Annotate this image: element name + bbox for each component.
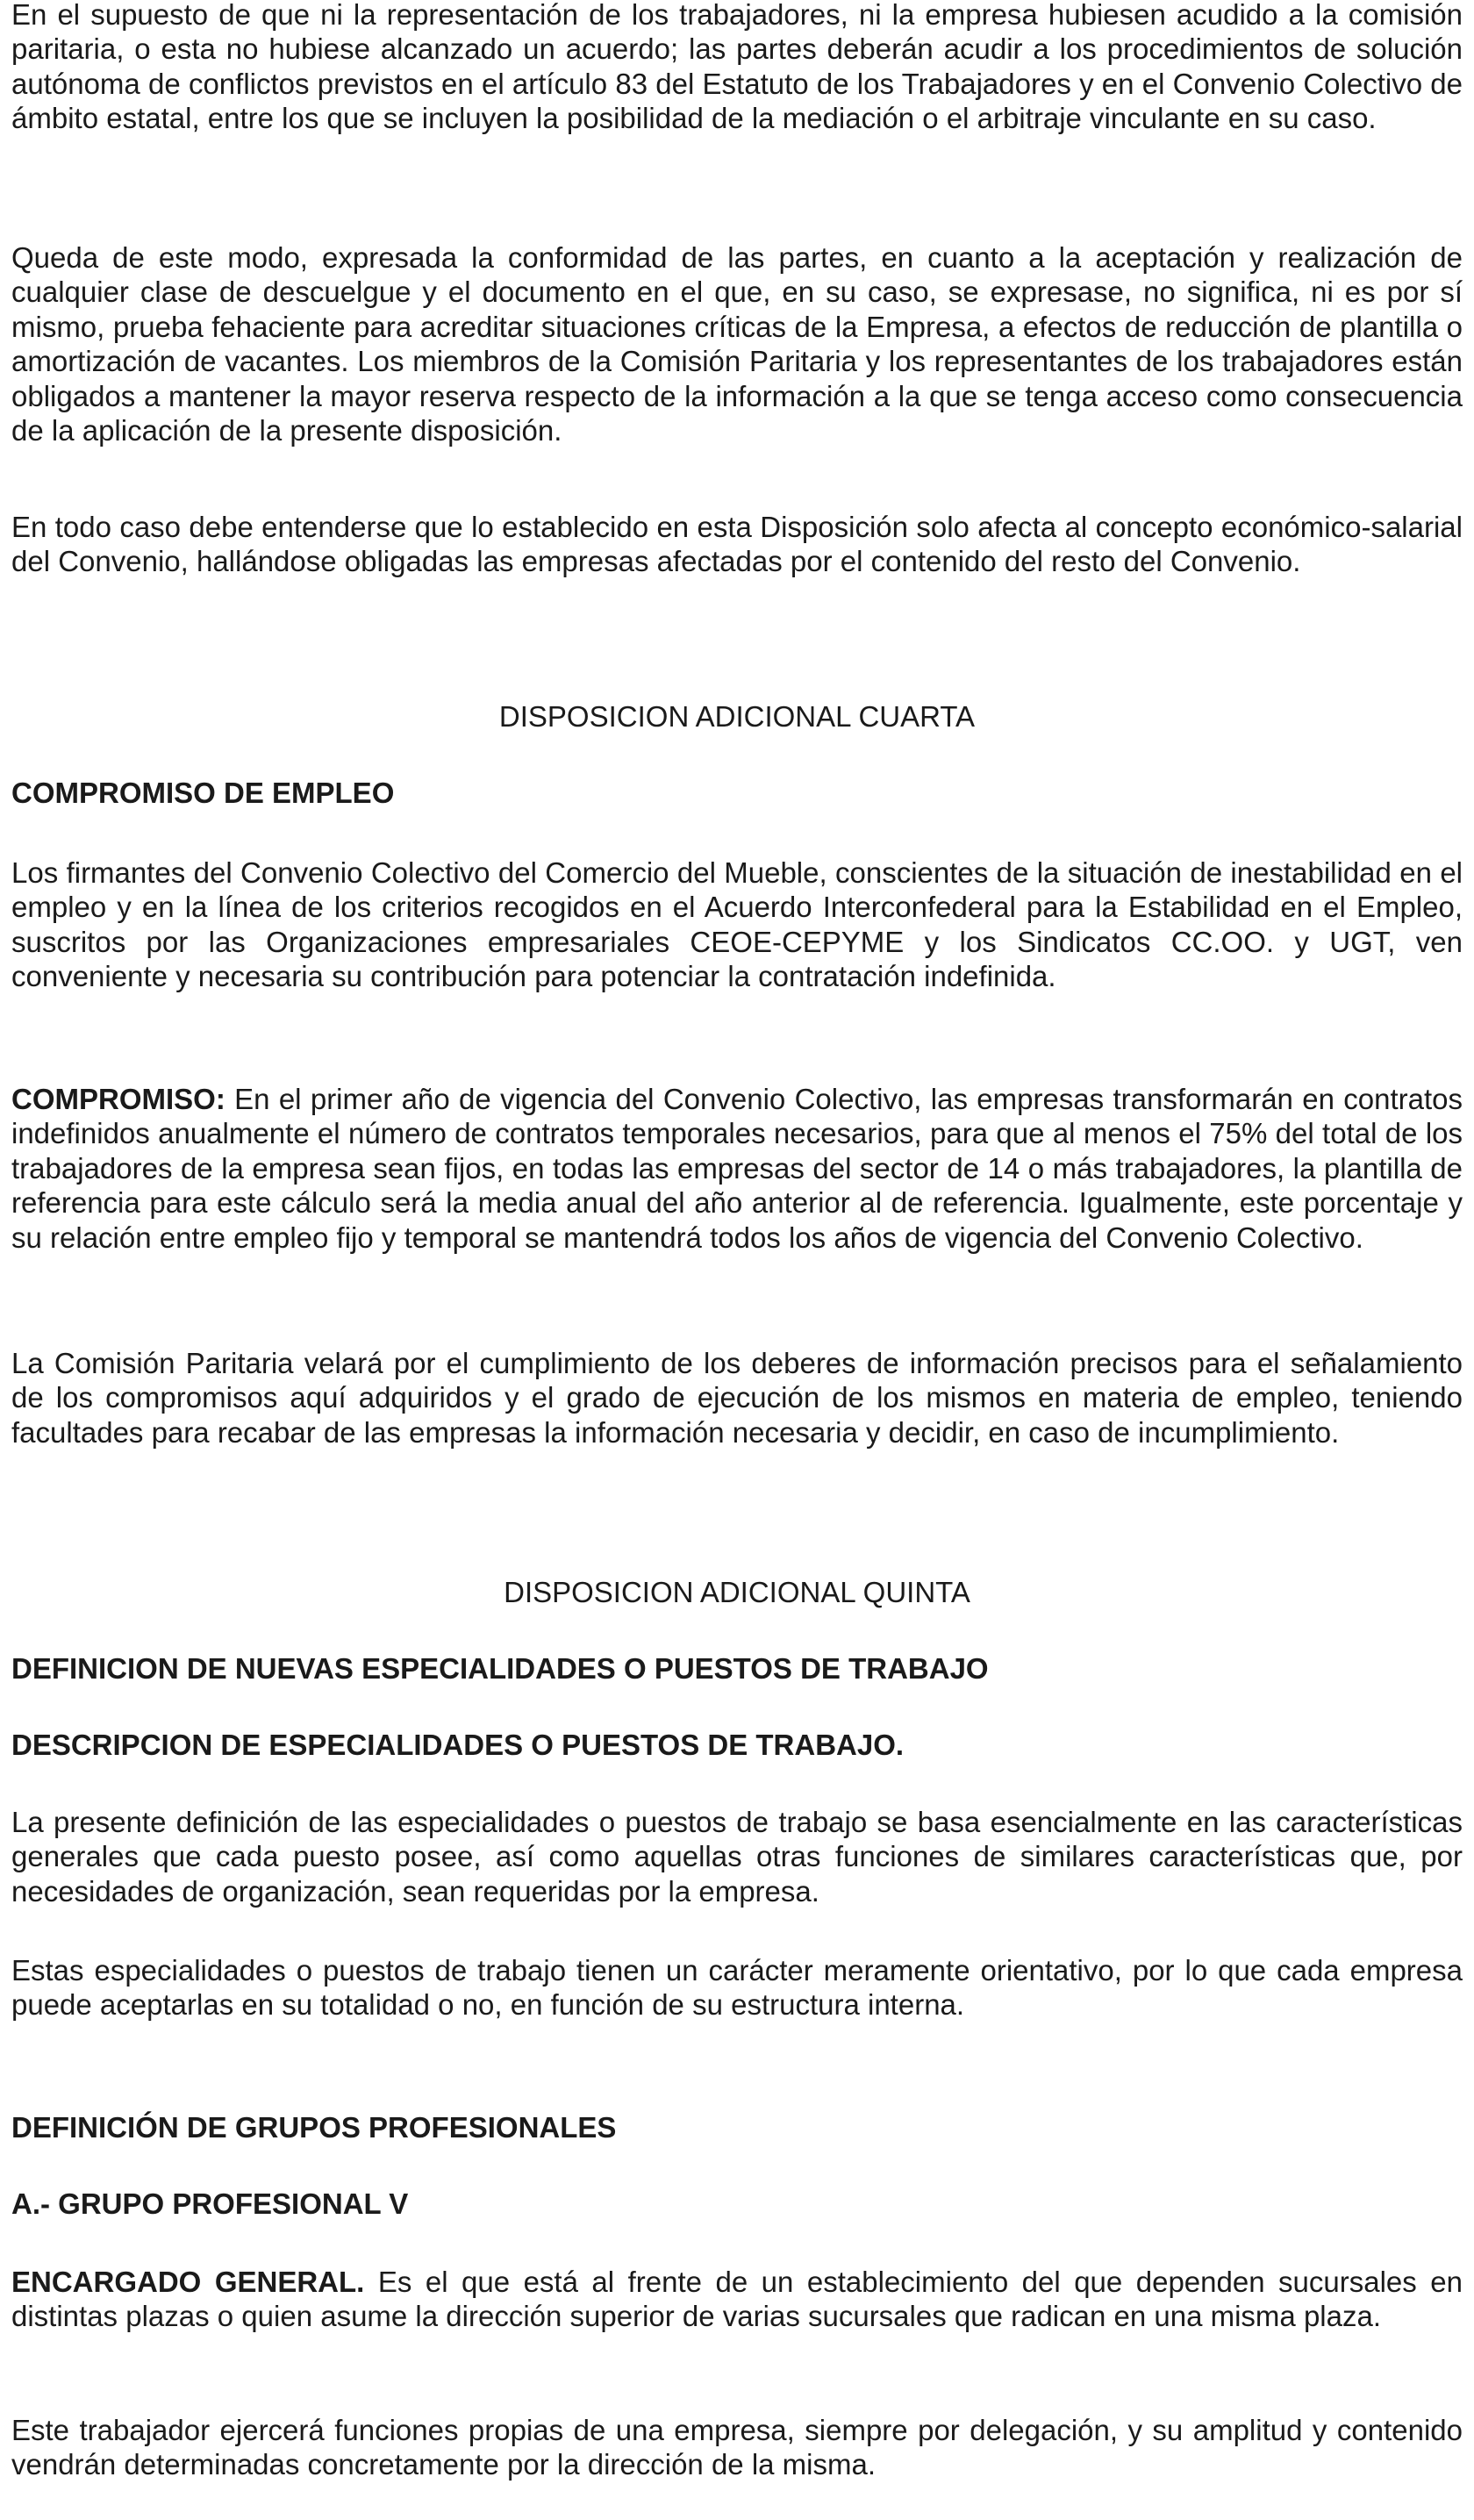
heading-definicion-especialidades: DEFINICION DE NUEVAS ESPECIALIDADES O PUESTOS DE TRABAJO <box>11 1652 989 1685</box>
compromiso-label: COMPROMISO: <box>11 1083 225 1115</box>
paragraph-funciones-trabajador: Este trabajador ejercerá funciones propias de una empresa, siempre por delegación, y su amplitud y contenido vendrán determinadas concretamente por la dirección de la misma. <box>11 2414 1463 2481</box>
heading-disposicion-cuarta: DISPOSICION ADICIONAL CUARTA <box>498 700 976 733</box>
document-page <box>11 0 1463 2520</box>
heading-descripcion-especialidades: DESCRIPCION DE ESPECIALIDADES O PUESTOS DE TRABAJO. <box>11 1729 905 1761</box>
heading-compromiso-empleo: COMPROMISO DE EMPLEO <box>11 777 395 809</box>
paragraph-caracter-orientativo: Estas especialidades o puestos de trabajo tienen un carácter meramente orientativo, por lo que cada empresa puede aceptarlas en su totalidad o no, en función de su estructura interna. <box>11 1954 1463 2022</box>
paragraph-concepto-economico: En todo caso debe entenderse que lo establecido en esta Disposición solo afecta al concepto económico-salarial del Convenio, hallándose obligadas las empresas afectadas por el contenido del resto del Convenio. <box>11 511 1463 578</box>
encargado-general-label: ENCARGADO GENERAL. <box>11 2266 365 2298</box>
paragraph-firmantes-convenio <box>11 856 1463 994</box>
paragraph-compromiso <box>11 1082 1463 1255</box>
heading-definicion-grupos: DEFINICIÓN DE GRUPOS PROFESIONALES <box>11 2111 617 2144</box>
paragraph-comision-paritaria: La Comisión Paritaria velará por el cumplimiento de los deberes de información precisos para el señalamiento de los compromisos aquí adquiridos y el grado de ejecución de los mismos en materia de empleo, teniendo facultades para recabar de las empresas la información necesaria y decidir, en caso de incumplimiento. <box>11 1347 1463 1449</box>
paragraph-mediacion-arbitraje: En el supuesto de que ni la representación de los trabajadores, ni la empresa hubiesen acudido a la comisión paritaria, o esta no hubiese alcanzado un acuerdo; las partes deberán acudir a los procedimientos de solución autónoma de conflictos previstos en el artículo 83 del Estatuto de los Trabajadores y en el Convenio Colectivo de ámbito estatal, entre los que se incluyen la posibilidad de la mediación o el arbitraje vinculante en su caso. <box>11 0 1463 135</box>
compromiso-text: En el primer año de vigencia del Convenio Colectivo, las empresas transformarán en contratos indefinidos anualmente el número de contratos temporales necesarios, para que al menos el 75% del total de los trabajadores de la empresa sean fijos, en todas las empresas del sector de 14 o más trabajadores, la plantilla de referencia para este cálculo será la media anual del año anterior al de referencia. Igualmente, este porcentaje y su relación entre empleo fijo y temporal se mantendrá todos los años de vigencia del Convenio Colectivo. <box>11 1083 1463 1254</box>
paragraph-firmantes-text: Los firmantes del Convenio Colectivo del Comercio del Mueble, conscientes de la situación de inestabilidad en el empleo y en la línea de los criterios recogidos en el Acuerdo Interconfederal para la Estabilidad en el Empleo, suscritos por las Organizaciones empresariales CEOE-CEPYME y los Sindicatos CC.OO. y UGT, ven conveniente y necesaria su contribución para potenciar la contratación indefinida. <box>11 856 1463 993</box>
paragraph-presente-definicion: La presente definición de las especialidades o puestos de trabajo se basa esencialmente en las características generales que cada puesto posee, así como aquellas otras funciones de similares características que, por necesidades de organización, sean requeridas por la empresa. <box>11 1806 1463 1908</box>
heading-disposicion-quinta: DISPOSICION ADICIONAL QUINTA <box>504 1576 970 1608</box>
encargado-general-text: Es el que está al frente de un establecimiento del que dependen sucursales en distintas plazas o quien asume la dirección superior de varias sucursales que radican en una misma plaza. <box>11 2266 1463 2333</box>
paragraph-encargado-general <box>11 2265 1463 2334</box>
heading-grupo-profesional-v: A.- GRUPO PROFESIONAL V <box>11 2187 409 2220</box>
paragraph-conformidad-partes: Queda de este modo, expresada la conformidad de las partes, en cuanto a la aceptación y realización de cualquier clase de descuelgue y el documento en el que, en su caso, se expresase, no significa, ni es por sí mismo, prueba fehaciente para acreditar situaciones críticas de la Empresa, a efectos de reducción de plantilla o amortización de vacantes. Los miembros de la Comisión Paritaria y los representantes de los trabajadores están obligados a mantener la mayor reserva respecto de la información a la que se tenga acceso como consecuencia de la aplicación de la presente disposición. <box>11 241 1463 447</box>
